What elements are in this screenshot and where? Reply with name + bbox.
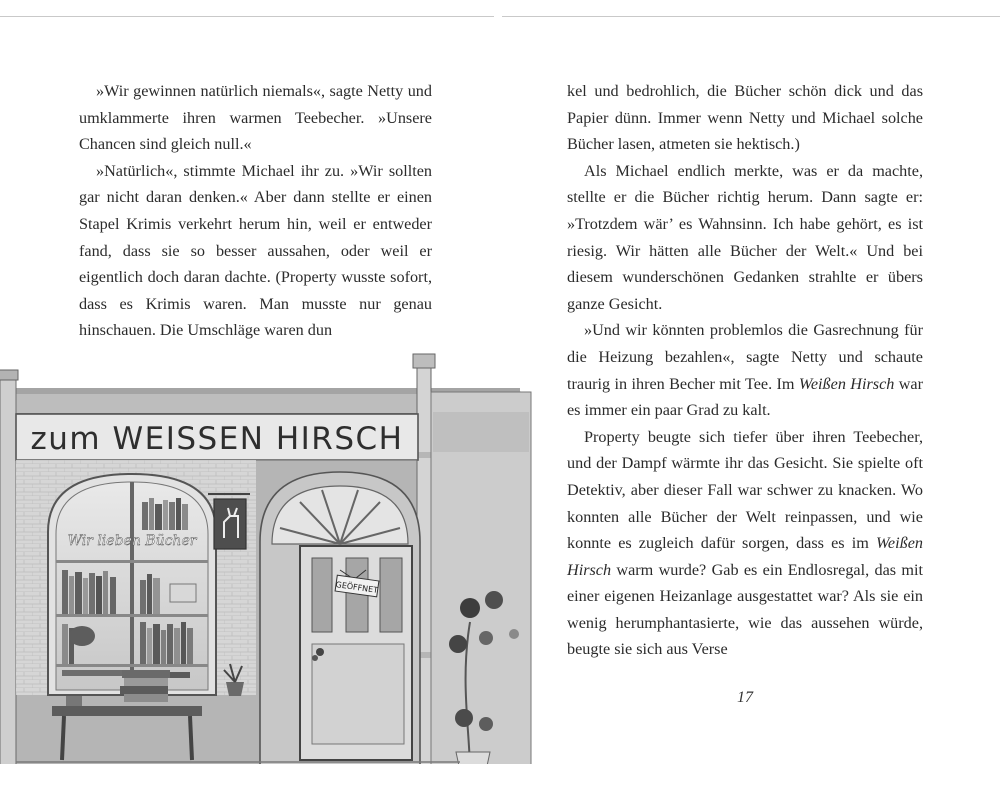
paragraph [79, 158, 432, 344]
text-segment: Property beugte sich tiefer über ihren Teebecher, und der Dampf wärmte ihr das Gesicht. Sie spielte oft Detektiv, aber dieser Fall war schwer zu knacken. Wo konnten alle Bücher der Welt reinpassen, und wie konnte es zugleich dafür sorgen, dass es im [567, 427, 923, 553]
text-segment: Als Michael endlich merkte, was er da machte, stellte er die Bücher richtig herum. Dann sagte er: »Trotzdem wär’ es Wahnsinn. Ich habe gehört, es ist riesig. Wir hätten alle Bücher der Welt.« Und bei diesem wunderschönen Gedanken strahlte er übers ganze Gesicht. [567, 161, 923, 313]
italic-text: Weißen Hirsch [798, 374, 895, 393]
page-number: 17 [737, 689, 753, 706]
top-rule-right [502, 16, 1000, 17]
shop-sign-text: zum WEISSEN HIRSCH [30, 421, 404, 457]
text-segment: »Und wir könnten problemlos die Gasrechnung für die Heizung bezahlen«, sagte Netty und schaute traurig in ihren Becher mit Tee. Im [567, 321, 923, 393]
text-segment: war es immer ein paar Grad zu kalt. [567, 374, 924, 420]
door-sign-text: GEÖFFNET [335, 580, 379, 595]
top-rule-left [0, 16, 494, 17]
text-segment: warm wurde? Gab es ein Endlosregal, das mit einer eigenen Heizanlage ausgestattet war? Als sie ein wenig herumphantasierte, wie das aussehen würde, beugte sie sich aus Verse [567, 560, 923, 659]
hanging-deer-sign [208, 494, 250, 549]
shop-door [260, 472, 420, 772]
shop-sign [16, 414, 418, 460]
text-segment: kel und bedrohlich, die Bücher schön dick und das Papier dünn. Immer wenn Netty und Michael solche Bücher lasen, atmeten sie hektisch.) [567, 82, 923, 154]
paragraph [567, 317, 923, 423]
paragraph [567, 78, 923, 158]
text-segment: »Natürlich«, stimmte Michael ihr zu. »Wir sollten gar nicht daran denken.« Aber dann stellte er einen Stapel Krimis verkehrt herum hin, weil er entweder fand, dass sie so besser aussahen, oder weil er eigentlich doch daran dachte. (Property wusste sofort, dass es Krimis waren. Man musste nur genau hinschauen. Die Umschläge waren dun [79, 161, 432, 340]
italic-text: Weißen Hirsch [567, 534, 923, 579]
shop-window [16, 460, 256, 695]
right-page-text [567, 78, 923, 663]
paragraph [567, 158, 923, 318]
window-lettering: Wir lieben Bücher [67, 533, 197, 549]
text-segment: »Wir gewinnen natürlich niemals«, sagte Netty und umklammerte ihren warmen Teebecher. »Unsere Chancen sind gleich null.« [79, 82, 432, 154]
left-page-text [79, 78, 432, 344]
paragraph [567, 424, 923, 663]
teapot [69, 626, 95, 646]
bookshop-illustration [0, 352, 540, 792]
paragraph [79, 78, 432, 158]
